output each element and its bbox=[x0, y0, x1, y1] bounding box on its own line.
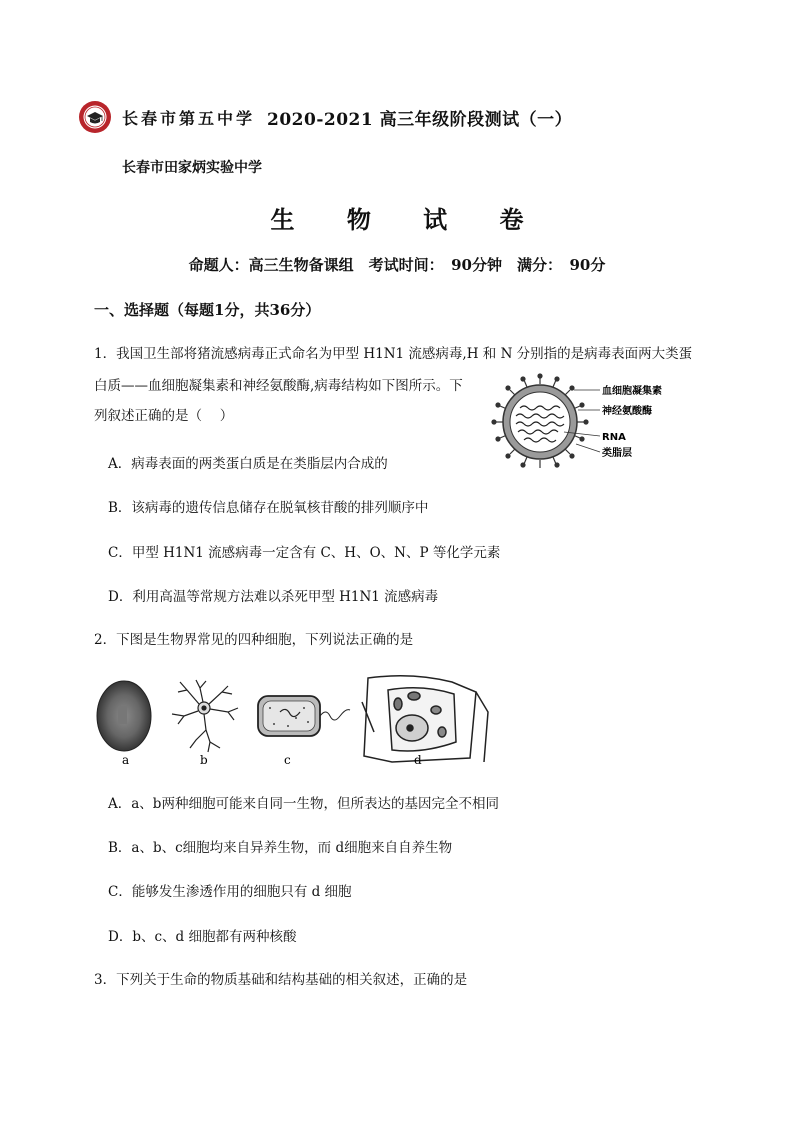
sub-school-name: 长春市田家炳实验中学 bbox=[122, 160, 262, 176]
cell-label-d: d bbox=[414, 753, 422, 767]
label-neuraminidase: 神经氨酸酶 bbox=[602, 406, 652, 417]
title-char: 生 bbox=[270, 205, 295, 234]
label-rna: RNA bbox=[602, 432, 626, 443]
q1-stem-line1: 1．我国卫生部将猪流感病毒正式命名为甲型 H1N1 流感病毒,H 和 N 分别指的是病毒表面两大类蛋 bbox=[94, 346, 693, 362]
section-title: 一、选择题（每题1分，共36分） bbox=[94, 301, 321, 319]
virus-structure-figure bbox=[488, 372, 688, 470]
label-hemagglutinin: 血细胞凝集素 bbox=[602, 386, 662, 397]
q2-stem: 2．下图是生物界常见的四种细胞，下列说法正确的是 bbox=[94, 632, 414, 648]
q2-option-d: D．b、c、d 细胞都有两种核酸 bbox=[108, 929, 297, 945]
title-char: 卷 bbox=[499, 205, 524, 234]
neuron-cell-icon bbox=[172, 680, 238, 752]
q1-option-c: C．甲型 H1N1 流感病毒一定含有 C、H、O、N、P 等化学元素 bbox=[108, 545, 501, 561]
label-lipid-layer: 类脂层 bbox=[602, 448, 632, 459]
school-name: 长春市第五中学 bbox=[122, 108, 256, 128]
q1-stem-line3: 列叙述正确的是（ ） bbox=[94, 408, 234, 424]
paper-title bbox=[0, 200, 794, 235]
bacterium-cell-icon bbox=[258, 696, 350, 736]
cell-label-c: c bbox=[284, 753, 291, 767]
title-char: 试 bbox=[423, 205, 448, 234]
plant-cell-icon bbox=[362, 676, 488, 762]
q2-option-b: B．a、b、c细胞均来自异养生物，而 d细胞来自自养生物 bbox=[108, 840, 453, 856]
red-blood-cell-icon bbox=[97, 681, 151, 751]
school-logo-icon bbox=[78, 100, 112, 134]
exam-meta: 命题人：高三生物备课组 考试时间： 90分钟 满分： 90分 bbox=[188, 256, 606, 274]
q3-stem: 3．下列关于生命的物质基础和结构基础的相关叙述，正确的是 bbox=[94, 972, 468, 988]
q1-stem-line2: 白质——血细胞凝集素和神经氨酸酶,病毒结构如下图所示。下 bbox=[94, 378, 463, 394]
four-cells-figure bbox=[92, 672, 492, 772]
cell-label-b: b bbox=[200, 753, 208, 767]
exam-header bbox=[78, 100, 572, 134]
cell-label-a: a bbox=[122, 753, 130, 767]
q1-option-a: A．病毒表面的两类蛋白质是在类脂层内合成的 bbox=[108, 456, 388, 472]
q2-option-a: A．a、b两种细胞可能来自同一生物，但所表达的基因完全不相同 bbox=[108, 796, 499, 812]
exam-title: 2020-2021 高三年级阶段测试（一） bbox=[267, 109, 573, 130]
q1-option-b: B．该病毒的遗传信息储存在脱氧核苷酸的排列顺序中 bbox=[108, 500, 429, 516]
q1-option-d: D．利用高温等常规方法难以杀死甲型 H1N1 流感病毒 bbox=[108, 589, 439, 605]
title-char: 物 bbox=[346, 205, 371, 234]
q2-option-c: C．能够发生渗透作用的细胞只有 d 细胞 bbox=[108, 884, 352, 900]
